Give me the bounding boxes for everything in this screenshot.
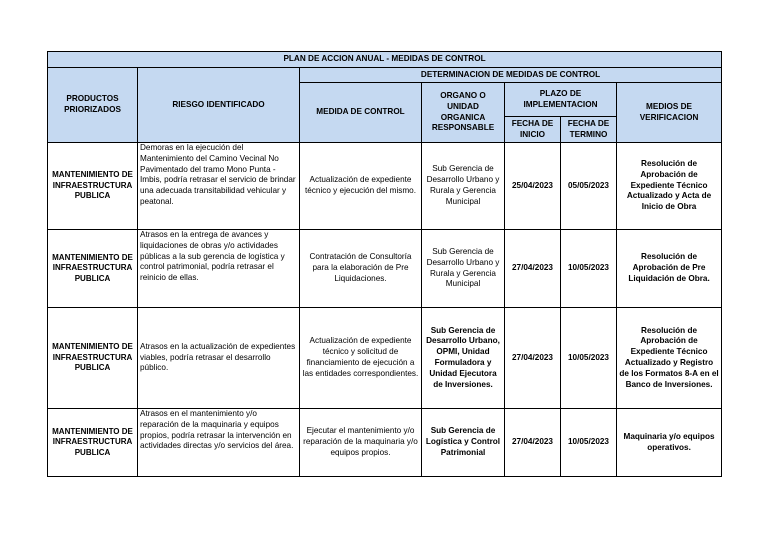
- riesgo-cell: Demoras en la ejecución del Mantenimiento del Camino Vecinal No Pavimentado del tramo Mono Punta - Imbis, podría retrasar el servicio de brindar una adecuada transitabilidad vehicular y peatonal.: [138, 143, 300, 230]
- header-medida: MEDIDA DE CONTROL: [300, 83, 422, 143]
- fecha-inicio-cell: 27/04/2023: [505, 409, 561, 477]
- header-fecha-termino: FECHA DE TERMINO: [561, 117, 617, 143]
- header-group-determinacion: DETERMINACION DE MEDIDAS DE CONTROL: [300, 68, 722, 83]
- medida-cell: Ejecutar el mantenimiento y/o reparación de la maquinaria y/o equipos propios.: [300, 409, 422, 477]
- header-fecha-inicio: FECHA DE INICIO: [505, 117, 561, 143]
- control-measures-table: [47, 51, 722, 477]
- fecha-inicio-cell: 27/04/2023: [505, 308, 561, 409]
- riesgo-cell: Atrasos en la entrega de avances y liquidaciones de obras y/o actividades públicas a la sub gerencia de logística y control patrimonial, podría retrasar el reinicio de ellas.: [138, 230, 300, 308]
- header-organo: ORGANO O UNIDAD ORGANICA RESPONSABLE: [422, 83, 505, 143]
- producto-cell: MANTENIMIENTO DE INFRAESTRUCTURA PUBLICA: [48, 308, 138, 409]
- organo-cell: Sub Gerencia de Desarrollo Urbano y Rurala y Gerencia Municipal: [422, 230, 505, 308]
- table-row: [48, 409, 722, 477]
- medida-cell: Contratación de Consultoría para la elaboración de Pre Liquidaciones.: [300, 230, 422, 308]
- medios-cell: Resolución de Aprobación de Expediente Técnico Actualizado y Acta de Inicio de Obra: [617, 143, 722, 230]
- medida-cell: Actualización de expediente técnico y solicitud de financiamiento de ejecución a las entidades correspondientes.: [300, 308, 422, 409]
- fecha-inicio-cell: 27/04/2023: [505, 230, 561, 308]
- header-medios: MEDIOS DE VERIFICACION: [617, 83, 722, 143]
- medios-cell: Maquinaria y/o equipos operativos.: [617, 409, 722, 477]
- producto-cell: MANTENIMIENTO DE INFRAESTRUCTURA PUBLICA: [48, 230, 138, 308]
- producto-cell: MANTENIMIENTO DE INFRAESTRUCTURA PUBLICA: [48, 143, 138, 230]
- medios-cell: Resolución de Aprobación de Expediente Técnico Actualizado y Registro de los Formatos 8-A en el Banco de Inversiones.: [617, 308, 722, 409]
- fecha-termino-cell: 10/05/2023: [561, 230, 617, 308]
- fecha-inicio-cell: 25/04/2023: [505, 143, 561, 230]
- organo-cell: Sub Gerencia de Logística y Control Patrimonial: [422, 409, 505, 477]
- fecha-termino-cell: 10/05/2023: [561, 308, 617, 409]
- table-row: [48, 230, 722, 308]
- riesgo-cell: Atrasos en la actualización de expedientes viables, podría retrasar el desarrollo público.: [138, 308, 300, 409]
- table-row: [48, 143, 722, 230]
- table-title: PLAN DE ACCION ANUAL - MEDIDAS DE CONTROL: [48, 52, 722, 68]
- organo-cell: Sub Gerencia de Desarrollo Urbano, OPMI, Unidad Formuladora y Unidad Ejecutora de Inversiones.: [422, 308, 505, 409]
- fecha-termino-cell: 10/05/2023: [561, 409, 617, 477]
- producto-cell: MANTENIMIENTO DE INFRAESTRUCTURA PUBLICA: [48, 409, 138, 477]
- header-plazo: PLAZO DE IMPLEMENTACION: [505, 83, 617, 117]
- medida-cell: Actualización de expediente técnico y ejecución del mismo.: [300, 143, 422, 230]
- header-productos: PRODUCTOS PRIORIZADOS: [48, 68, 138, 143]
- table-row: [48, 308, 722, 409]
- organo-cell: Sub Gerencia de Desarrollo Urbano y Rurala y Gerencia Municipal: [422, 143, 505, 230]
- riesgo-cell: Atrasos en el mantenimiento y/o reparación de la maquinaria y equipos propios, podría retrasar la intervención en actividades directas y/o servicios del área.: [138, 409, 300, 477]
- fecha-termino-cell: 05/05/2023: [561, 143, 617, 230]
- medios-cell: Resolución de Aprobación de Pre Liquidación de Obra.: [617, 230, 722, 308]
- header-riesgo: RIESGO IDENTIFICADO: [138, 68, 300, 143]
